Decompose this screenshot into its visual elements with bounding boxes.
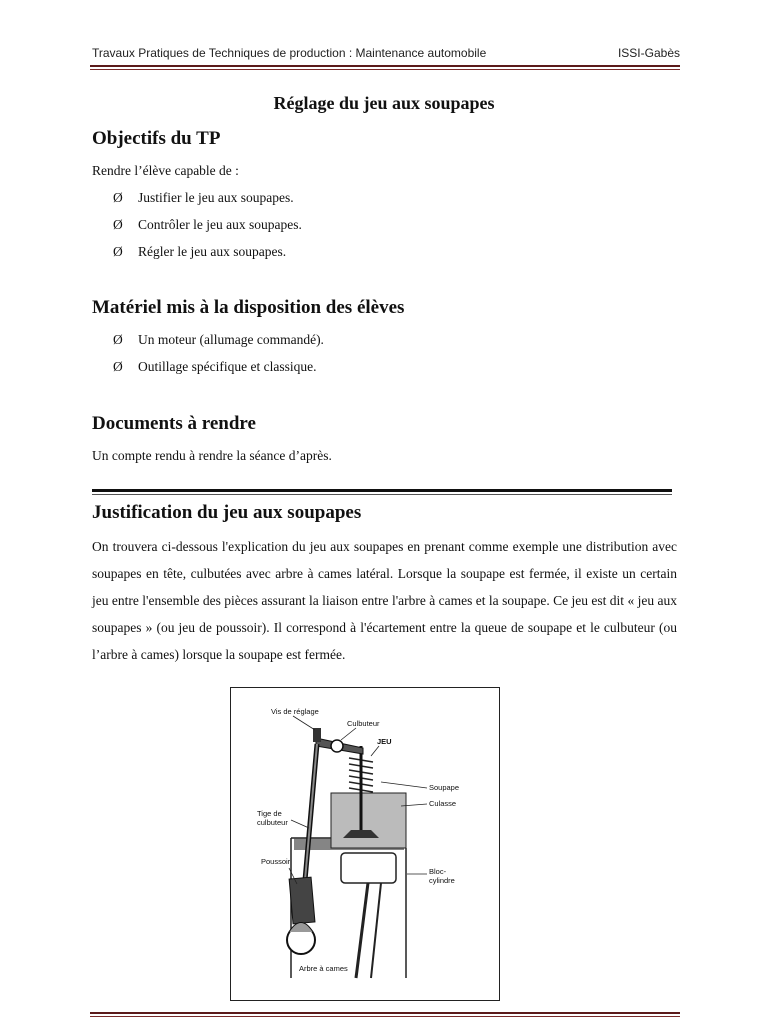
label-culbuteur: Culbuteur [347, 719, 380, 728]
materiel-item-text: Outillage spécifique et classique. [138, 359, 317, 374]
materiel-heading: Matériel mis à la disposition des élèves [92, 297, 405, 318]
label-jeu: JEU [377, 737, 392, 746]
objectifs-item [113, 244, 286, 260]
header-rule [90, 65, 680, 67]
label-vis-reglage: Vis de réglage [271, 707, 319, 716]
header-rule-thin [90, 69, 680, 70]
documents-text: Un compte rendu à rendre la séance d’après. [92, 448, 332, 463]
justification-heading: Justification du jeu aux soupapes [92, 502, 362, 523]
objectifs-item [113, 217, 302, 233]
label-poussoir: Poussoir [261, 857, 291, 866]
label-tige-2: culbuteur [257, 818, 288, 827]
label-bloc-2: cylindre [429, 876, 455, 885]
section-divider [92, 489, 672, 492]
objectifs-item [113, 190, 294, 206]
objectifs-item-text: Régler le jeu aux soupapes. [138, 244, 287, 259]
valve-diagram-figure [230, 687, 500, 1001]
documents-heading: Documents à rendre [92, 413, 256, 434]
label-soupape: Soupape [429, 783, 460, 792]
objectifs-intro: Rendre l’élève capable de : [92, 163, 239, 178]
bullet-icon: Ø [113, 359, 123, 374]
header-institution: ISSI-Gabès [617, 46, 680, 60]
label-bloc-1: Bloc- [429, 867, 447, 876]
objectifs-heading: Objectifs du TP [92, 128, 221, 149]
section-divider-thin [92, 494, 672, 495]
header-course-title: Travaux Pratiques de Techniques de production : Maintenance automobile [92, 46, 487, 60]
bullet-icon: Ø [113, 244, 123, 259]
valve-diagram [231, 688, 501, 1002]
bullet-icon: Ø [113, 332, 123, 347]
materiel-item [113, 359, 316, 375]
bullet-icon: Ø [113, 190, 123, 205]
footer-rule [90, 1012, 680, 1014]
label-tige-1: Tige de [257, 809, 282, 818]
document-title: Réglage du jeu aux soupapes [273, 93, 495, 113]
label-arbre-cames: Arbre à cames [299, 964, 348, 973]
objectifs-item-text: Justifier le jeu aux soupapes. [138, 190, 294, 205]
page-header [92, 44, 680, 62]
objectifs-item-text: Contrôler le jeu aux soupapes. [138, 217, 302, 232]
materiel-item [113, 332, 324, 348]
bullet-icon: Ø [113, 217, 123, 232]
footer-rule-thin [90, 1016, 680, 1017]
justification-paragraph: On trouvera ci-dessous l'explication du jeu aux soupapes en prenant comme exemple une distribution avec soupapes en tête, culbutées avec arbre à cames latéral. Lorsque la soupape est fermée, il existe un certain jeu entre l'ensemble des pièces assurant la liaison entre l'arbre à cames et la soupape. Ce jeu est dit « jeu aux soupapes » (ou jeu de poussoir). Il correspond à l'écartement entre la queue de soupape et le culbuteur (ou l’arbre à cames) lorsque la soupape est fermée. [92, 539, 677, 662]
materiel-item-text: Un moteur (allumage commandé). [138, 332, 324, 347]
label-culasse: Culasse [429, 799, 457, 808]
